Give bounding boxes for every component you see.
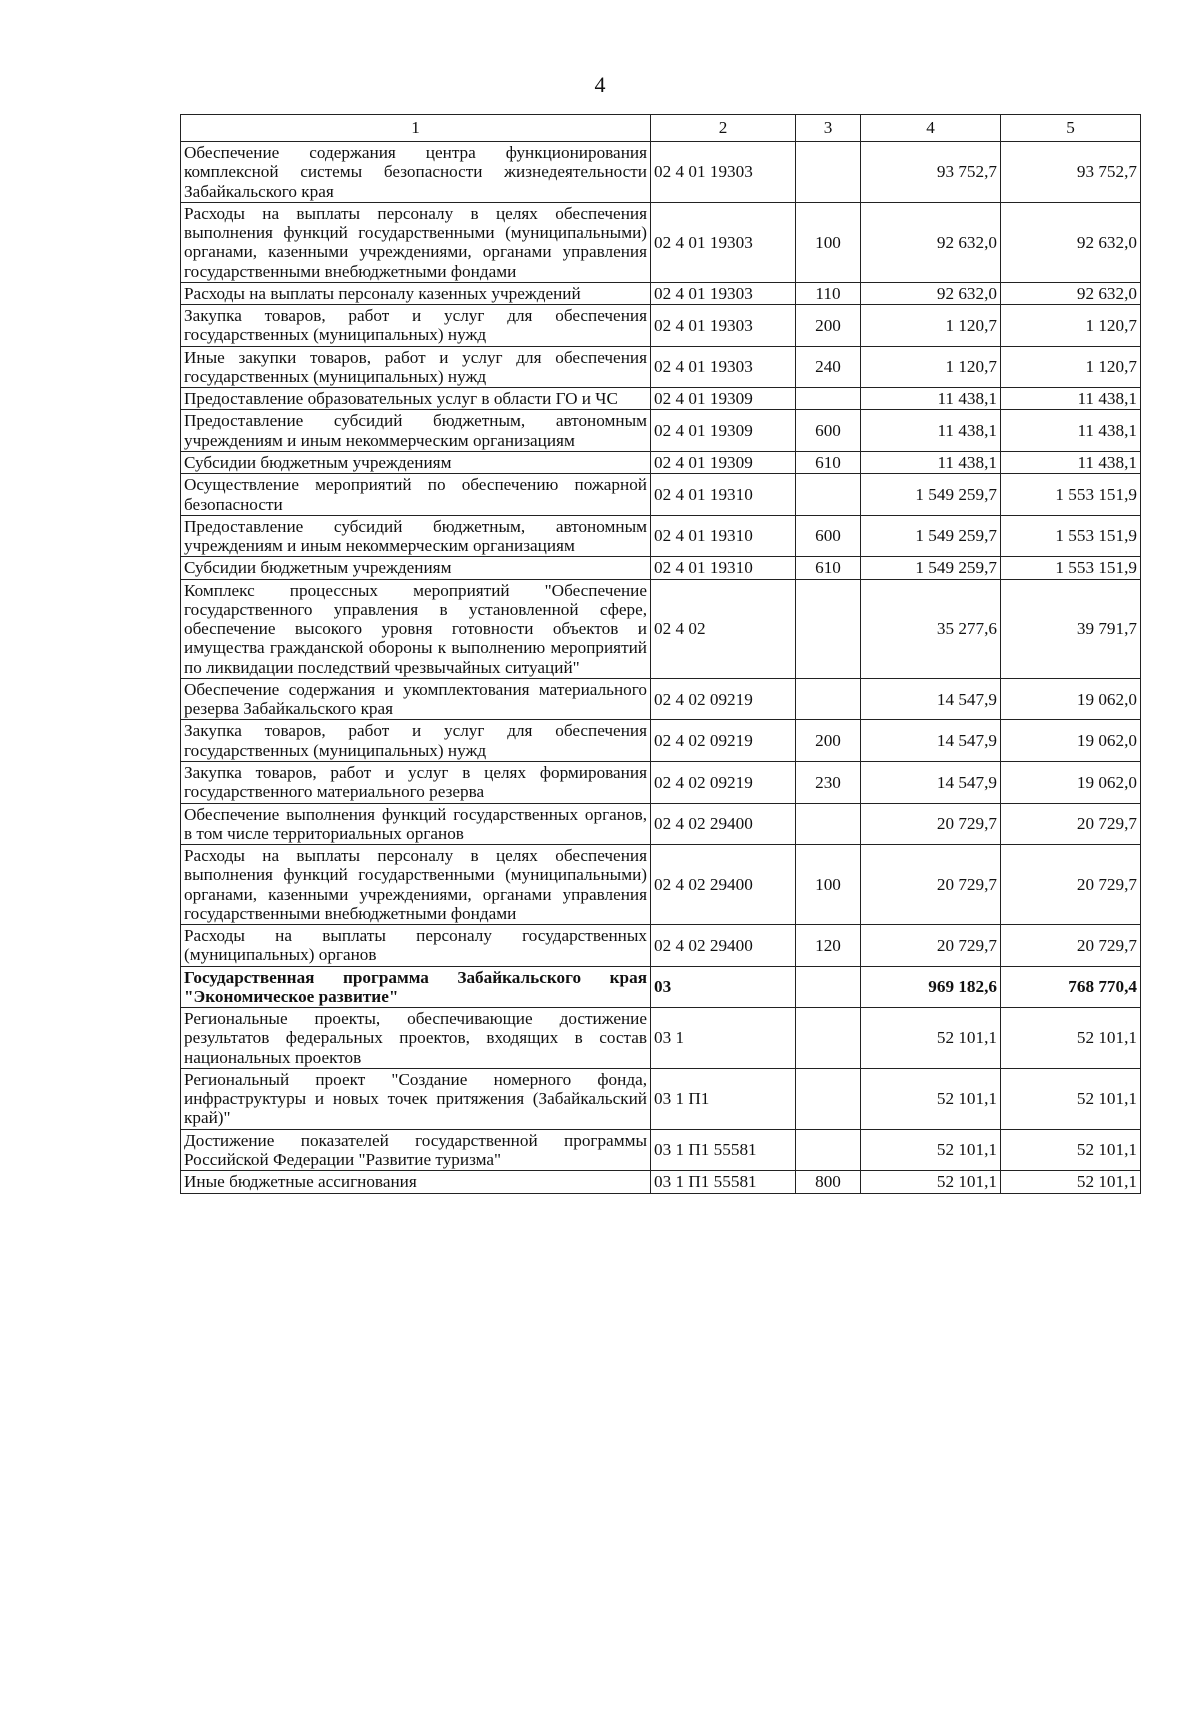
row-value-2-cell: 52 101,1: [1001, 1171, 1141, 1193]
row-code-cell: 02 4 01 19303: [651, 305, 796, 347]
row-value-2-cell: 92 632,0: [1001, 202, 1141, 282]
row-code-cell: 02 4 02 29400: [651, 803, 796, 845]
row-value-1-cell: 14 547,9: [861, 678, 1001, 720]
row-name-cell: Закупка товаров, работ и услуг в целях формирования государственного материального резерва: [181, 761, 651, 803]
row-value-1-cell: 1 549 259,7: [861, 557, 1001, 579]
row-kind-cell: 240: [796, 346, 861, 388]
row-value-2-cell: 20 729,7: [1001, 925, 1141, 967]
row-code-cell: 02 4 02 09219: [651, 678, 796, 720]
row-value-2-cell: 1 120,7: [1001, 305, 1141, 347]
row-code-cell: 02 4 02 09219: [651, 720, 796, 762]
table-row: [181, 410, 1141, 452]
row-name-cell: Иные бюджетные ассигнования: [181, 1171, 651, 1193]
row-value-2-cell: 52 101,1: [1001, 1008, 1141, 1069]
row-code-cell: 02 4 01 19303: [651, 142, 796, 203]
row-name-cell: Достижение показателей государственной программы Российской Федерации "Развитие туризма": [181, 1129, 651, 1171]
row-value-2-cell: 52 101,1: [1001, 1068, 1141, 1129]
row-name-cell: Субсидии бюджетным учреждениям: [181, 451, 651, 473]
row-code-cell: 02 4 01 19310: [651, 515, 796, 557]
row-value-2-cell: 19 062,0: [1001, 761, 1141, 803]
row-name-cell: Предоставление образовательных услуг в области ГО и ЧС: [181, 388, 651, 410]
row-value-1-cell: 14 547,9: [861, 720, 1001, 762]
row-code-cell: 02 4 02 29400: [651, 925, 796, 967]
row-value-1-cell: 92 632,0: [861, 282, 1001, 304]
column-header-1: 1: [181, 115, 651, 142]
row-value-2-cell: 19 062,0: [1001, 720, 1141, 762]
row-name-cell: Предоставление субсидий бюджетным, автономным учреждениям и иным некоммерческим организациям: [181, 515, 651, 557]
table-row: [181, 1129, 1141, 1171]
row-name-cell: Расходы на выплаты персоналу казенных учреждений: [181, 282, 651, 304]
row-value-1-cell: 92 632,0: [861, 202, 1001, 282]
table-row: [181, 579, 1141, 678]
row-value-1-cell: 11 438,1: [861, 410, 1001, 452]
row-kind-cell: 600: [796, 515, 861, 557]
row-value-1-cell: 20 729,7: [861, 845, 1001, 925]
row-value-2-cell: 93 752,7: [1001, 142, 1141, 203]
column-header-2: 2: [651, 115, 796, 142]
row-value-2-cell: 92 632,0: [1001, 282, 1141, 304]
row-value-1-cell: 1 549 259,7: [861, 474, 1001, 516]
row-value-2-cell: 19 062,0: [1001, 678, 1141, 720]
row-value-1-cell: 52 101,1: [861, 1129, 1001, 1171]
row-name-cell: Иные закупки товаров, работ и услуг для обеспечения государственных (муниципальных) нужд: [181, 346, 651, 388]
column-header-4: 4: [861, 115, 1001, 142]
row-value-2-cell: 11 438,1: [1001, 451, 1141, 473]
row-value-2-cell: 11 438,1: [1001, 410, 1141, 452]
row-name-cell: Закупка товаров, работ и услуг для обеспечения государственных (муниципальных) нужд: [181, 720, 651, 762]
row-name-cell: Расходы на выплаты персоналу в целях обеспечения выполнения функций государственными (муниципальными) органами, казенными учреждениями, органами управления государственными внебюджетными фондами: [181, 202, 651, 282]
row-kind-cell: 110: [796, 282, 861, 304]
table-row: [181, 451, 1141, 473]
row-value-2-cell: 11 438,1: [1001, 388, 1141, 410]
column-header-3: 3: [796, 115, 861, 142]
row-code-cell: 02 4 01 19310: [651, 474, 796, 516]
row-kind-cell: 120: [796, 925, 861, 967]
row-kind-cell: [796, 678, 861, 720]
table-row: [181, 557, 1141, 579]
row-name-cell: Субсидии бюджетным учреждениям: [181, 557, 651, 579]
row-value-1-cell: 14 547,9: [861, 761, 1001, 803]
row-value-2-cell: 20 729,7: [1001, 803, 1141, 845]
row-name-cell: Комплекс процессных мероприятий "Обеспечение государственного управления в установленной сфере, обеспечение высокого уровня готовности объектов и имущества гражданской обороны к выполнению мероприятий по ликвидации последствий чрезвычайных ситуаций": [181, 579, 651, 678]
row-value-1-cell: 1 120,7: [861, 305, 1001, 347]
row-code-cell: 02 4 02 09219: [651, 761, 796, 803]
row-code-cell: 02 4 02: [651, 579, 796, 678]
row-value-2-cell: 768 770,4: [1001, 966, 1141, 1008]
table-row: [181, 925, 1141, 967]
row-code-cell: 03 1 П1 55581: [651, 1129, 796, 1171]
row-value-2-cell: 20 729,7: [1001, 845, 1141, 925]
table-row: [181, 966, 1141, 1008]
row-code-cell: 02 4 01 19303: [651, 202, 796, 282]
row-kind-cell: 100: [796, 202, 861, 282]
row-code-cell: 02 4 01 19309: [651, 388, 796, 410]
row-kind-cell: [796, 1068, 861, 1129]
row-value-1-cell: 52 101,1: [861, 1068, 1001, 1129]
row-value-2-cell: 1 120,7: [1001, 346, 1141, 388]
row-value-1-cell: 1 120,7: [861, 346, 1001, 388]
row-kind-cell: [796, 803, 861, 845]
row-kind-cell: 800: [796, 1171, 861, 1193]
row-code-cell: 03: [651, 966, 796, 1008]
table-row: [181, 1171, 1141, 1193]
row-name-cell: Осуществление мероприятий по обеспечению пожарной безопасности: [181, 474, 651, 516]
row-value-1-cell: 52 101,1: [861, 1008, 1001, 1069]
table-row: [181, 1068, 1141, 1129]
row-name-cell: Региональный проект "Создание номерного фонда, инфраструктуры и новых точек притяжения (Забайкальский край)": [181, 1068, 651, 1129]
table-row: [181, 388, 1141, 410]
table-row: [181, 845, 1141, 925]
row-value-1-cell: 52 101,1: [861, 1171, 1001, 1193]
row-kind-cell: 610: [796, 451, 861, 473]
row-kind-cell: 100: [796, 845, 861, 925]
row-value-1-cell: 35 277,6: [861, 579, 1001, 678]
row-code-cell: 03 1: [651, 1008, 796, 1069]
row-code-cell: 02 4 01 19309: [651, 410, 796, 452]
row-kind-cell: [796, 474, 861, 516]
row-name-cell: Закупка товаров, работ и услуг для обеспечения государственных (муниципальных) нужд: [181, 305, 651, 347]
row-name-cell: Обеспечение содержания и укомплектования материального резерва Забайкальского края: [181, 678, 651, 720]
row-kind-cell: [796, 966, 861, 1008]
table-row: [181, 474, 1141, 516]
row-kind-cell: [796, 388, 861, 410]
row-kind-cell: 610: [796, 557, 861, 579]
header-row: [181, 115, 1141, 142]
row-value-1-cell: 1 549 259,7: [861, 515, 1001, 557]
table-row: [181, 678, 1141, 720]
row-value-2-cell: 1 553 151,9: [1001, 557, 1141, 579]
table-row: [181, 761, 1141, 803]
page-number: 4: [594, 72, 606, 97]
table-row: [181, 305, 1141, 347]
row-value-2-cell: 52 101,1: [1001, 1129, 1141, 1171]
table-row: [181, 282, 1141, 304]
table-row: [181, 515, 1141, 557]
row-code-cell: 02 4 01 19303: [651, 346, 796, 388]
row-value-1-cell: 20 729,7: [861, 925, 1001, 967]
row-code-cell: 02 4 01 19309: [651, 451, 796, 473]
row-value-1-cell: 20 729,7: [861, 803, 1001, 845]
table-row: [181, 142, 1141, 203]
row-kind-cell: [796, 1008, 861, 1069]
row-kind-cell: [796, 579, 861, 678]
table-row: [181, 1008, 1141, 1069]
row-code-cell: 02 4 02 29400: [651, 845, 796, 925]
row-value-1-cell: 11 438,1: [861, 388, 1001, 410]
column-header-5: 5: [1001, 115, 1141, 142]
row-name-cell: Расходы на выплаты персоналу в целях обеспечения выполнения функций государственными (муниципальными) органами, казенными учреждениями, органами управления государственными внебюджетными фондами: [181, 845, 651, 925]
row-name-cell: Региональные проекты, обеспечивающие достижение результатов федеральных проектов, входящих в состав национальных проектов: [181, 1008, 651, 1069]
row-kind-cell: 230: [796, 761, 861, 803]
row-name-cell: Обеспечение содержания центра функционирования комплексной системы безопасности жизнедеятельности Забайкальского края: [181, 142, 651, 203]
row-code-cell: 03 1 П1: [651, 1068, 796, 1129]
row-name-cell: Государственная программа Забайкальского края "Экономическое развитие": [181, 966, 651, 1008]
row-kind-cell: [796, 1129, 861, 1171]
table-row: [181, 803, 1141, 845]
row-name-cell: Предоставление субсидий бюджетным, автономным учреждениям и иным некоммерческим организациям: [181, 410, 651, 452]
row-value-1-cell: 969 182,6: [861, 966, 1001, 1008]
table-row: [181, 720, 1141, 762]
row-kind-cell: 200: [796, 720, 861, 762]
row-kind-cell: 600: [796, 410, 861, 452]
row-code-cell: 02 4 01 19310: [651, 557, 796, 579]
row-code-cell: 02 4 01 19303: [651, 282, 796, 304]
row-kind-cell: 200: [796, 305, 861, 347]
budget-table: [180, 114, 1141, 1194]
row-value-2-cell: 1 553 151,9: [1001, 515, 1141, 557]
row-name-cell: Расходы на выплаты персоналу государственных (муниципальных) органов: [181, 925, 651, 967]
row-value-1-cell: 93 752,7: [861, 142, 1001, 203]
row-code-cell: 03 1 П1 55581: [651, 1171, 796, 1193]
table-body: [181, 142, 1141, 1194]
row-kind-cell: [796, 142, 861, 203]
table-row: [181, 202, 1141, 282]
row-value-2-cell: 1 553 151,9: [1001, 474, 1141, 516]
row-value-1-cell: 11 438,1: [861, 451, 1001, 473]
row-value-2-cell: 39 791,7: [1001, 579, 1141, 678]
row-name-cell: Обеспечение выполнения функций государственных органов, в том числе территориальных органов: [181, 803, 651, 845]
table-row: [181, 346, 1141, 388]
